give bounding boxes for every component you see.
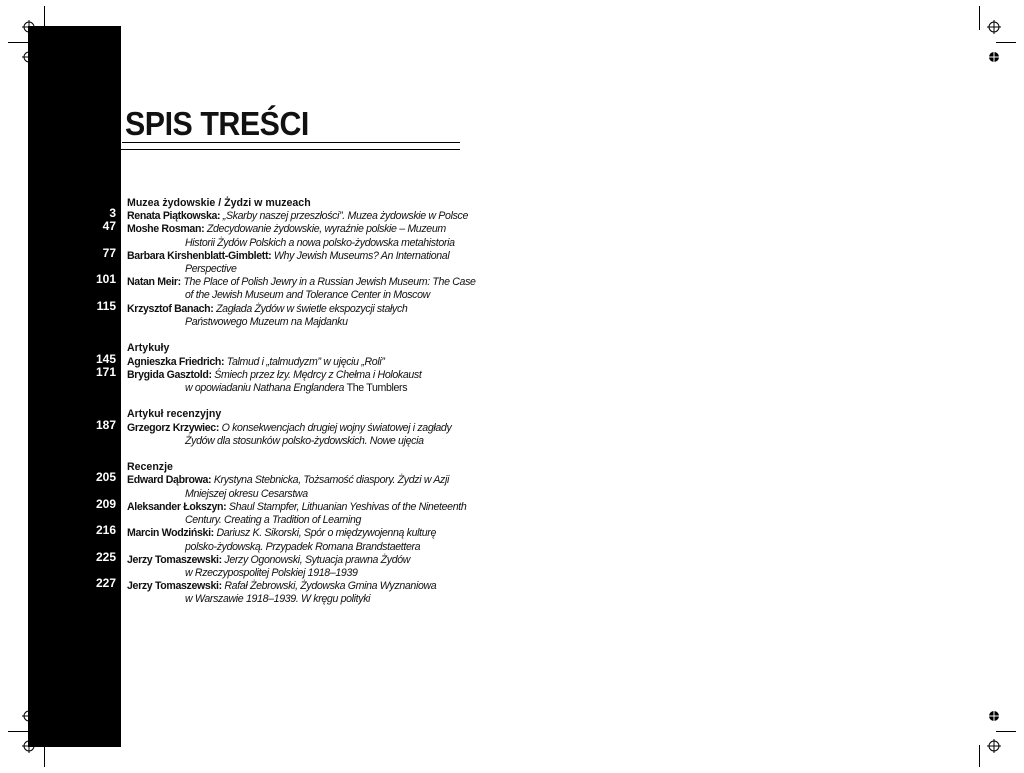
entry-line bbox=[127, 276, 480, 289]
entry-title-continued: w Rzeczypospolitej Polskiej 1918–1939 bbox=[185, 566, 358, 579]
crop-mark bbox=[44, 6, 45, 26]
toc-entry bbox=[0, 549, 480, 580]
page-number: 3 bbox=[109, 206, 116, 221]
entry-continuation bbox=[185, 382, 480, 395]
entry-title-continued: w Warszawie 1918–1939. W kręgu polityki bbox=[185, 593, 371, 606]
toc-section bbox=[0, 342, 480, 395]
entry-title: Jerzy Ogonowski, Sytuacja prawna Żydów bbox=[224, 553, 411, 566]
crop-mark bbox=[8, 42, 28, 43]
crop-mark bbox=[996, 42, 1016, 43]
entry-line bbox=[127, 501, 480, 514]
entry-title-continued: Mniejszej okresu Cesarstwa bbox=[185, 487, 308, 500]
entry-title-continued: Historii Żydów Polskich a nowa polsko-żydowska metahistoria bbox=[185, 236, 455, 249]
registration-mark-icon bbox=[987, 739, 1001, 753]
page-number: 77 bbox=[102, 245, 116, 260]
toc-entry bbox=[0, 298, 480, 329]
entry-line bbox=[127, 250, 480, 263]
entry-title: Shaul Stampfer, Lithuanian Yeshivas of the Nineteenth bbox=[228, 500, 467, 513]
page-number: 227 bbox=[95, 576, 116, 591]
toc-entry bbox=[0, 523, 480, 553]
entry-author: Brygida Gasztold: bbox=[127, 368, 212, 381]
entry-title: O konsekwencjach drugiej wojny światowej i zagłady bbox=[221, 421, 452, 434]
toc-entry bbox=[0, 417, 480, 448]
toc-entry bbox=[0, 470, 480, 500]
entry-author: Barbara Kirshenblatt-Gimblett: bbox=[127, 249, 272, 262]
entry-title-continued: polsko-żydowską. Przypadek Romana Brandstaettera bbox=[185, 540, 421, 553]
entry-continuation bbox=[185, 514, 480, 527]
entry-title: The Place of Polish Jewry in a Russian Jewish Museum: The Case bbox=[183, 276, 476, 289]
crop-mark bbox=[979, 6, 980, 30]
entry-continuation bbox=[185, 541, 480, 554]
toc-section bbox=[0, 197, 480, 329]
entry-author: Jerzy Tomaszewski: bbox=[127, 553, 222, 566]
entry-title-continued: Century. Creating a Tradition of Learning bbox=[185, 514, 362, 527]
page-number: 115 bbox=[96, 298, 116, 313]
entry-title-continued: Żydów dla stosunków polsko-żydowskich. Nowe ujęcia bbox=[185, 434, 424, 447]
entry-title-roman: The Tumblers bbox=[346, 381, 408, 394]
toc-section bbox=[0, 461, 480, 606]
entry-author: Edward Dąbrowa: bbox=[127, 474, 212, 487]
title-rule-upper bbox=[122, 142, 460, 143]
entry-line bbox=[127, 422, 480, 435]
entry-line bbox=[127, 474, 480, 487]
page-number: 101 bbox=[95, 272, 116, 287]
entry-title: Zagłada Żydów w świetle ekspozycji stałych bbox=[216, 302, 408, 315]
entry-continuation bbox=[185, 289, 480, 302]
entry-title: Śmiech przez łzy. Mędrcy z Chełma i Holokaust bbox=[214, 368, 422, 381]
page-number: 187 bbox=[95, 417, 116, 432]
registration-mark-icon bbox=[987, 20, 1001, 34]
registration-dot-icon bbox=[987, 50, 1001, 64]
toc-entry bbox=[0, 272, 480, 302]
page-number: 145 bbox=[95, 351, 116, 366]
entry-continuation bbox=[185, 435, 480, 448]
page-title: SPIS TREŚCI bbox=[125, 105, 309, 142]
page-number: 216 bbox=[95, 523, 116, 538]
entry-continuation bbox=[185, 488, 480, 501]
toc-entry bbox=[0, 206, 480, 223]
entry-author: Moshe Rosman: bbox=[127, 223, 205, 236]
entry-line bbox=[127, 527, 480, 540]
entry-author: Agnieszka Friedrich: bbox=[127, 355, 225, 368]
entry-author: Grzegorz Krzywiec: bbox=[127, 421, 220, 434]
entry-continuation bbox=[185, 316, 480, 329]
page-number: 205 bbox=[95, 470, 116, 485]
entry-title: „Skarby naszej przeszłości”. Muzea żydowskie w Polsce bbox=[222, 210, 469, 223]
entry-title: Krystyna Stebnicka, Tożsamość diaspory. Żydzi w Azji bbox=[213, 474, 449, 487]
toc-entry bbox=[0, 496, 480, 527]
entry-title-continued: Państwowego Muzeum na Majdanku bbox=[185, 315, 348, 328]
entry-line bbox=[127, 356, 480, 369]
crop-mark bbox=[8, 731, 28, 732]
table-of-contents bbox=[0, 197, 480, 620]
entry-author: Jerzy Tomaszewski: bbox=[127, 580, 222, 593]
entry-title: Talmud i „talmudyzm” w ujęciu „Roli” bbox=[226, 355, 385, 368]
entry-line bbox=[127, 303, 480, 316]
crop-mark bbox=[979, 745, 980, 767]
entry-author: Renata Piątkowska: bbox=[127, 210, 221, 223]
entry-line bbox=[127, 554, 480, 567]
page-number: 209 bbox=[95, 496, 116, 511]
entry-title-continued: of the Jewish Museum and Tolerance Center in Moscow bbox=[185, 289, 430, 302]
toc-entry bbox=[0, 219, 480, 249]
crop-mark bbox=[996, 731, 1016, 732]
toc-section bbox=[0, 408, 480, 448]
entry-author: Aleksander Łokszyn: bbox=[127, 500, 227, 513]
toc-entry bbox=[0, 245, 480, 276]
page-number: 225 bbox=[95, 549, 116, 564]
toc-entry bbox=[0, 364, 480, 395]
entry-continuation bbox=[185, 567, 480, 580]
entry-title-continued: Perspective bbox=[185, 263, 237, 275]
section-heading: Muzea żydowskie / Żydzi w muzeach bbox=[127, 197, 311, 209]
entry-author: Krzysztof Banach: bbox=[127, 302, 214, 315]
entry-continuation bbox=[185, 263, 480, 276]
entry-continuation bbox=[185, 593, 480, 606]
registration-dot-icon bbox=[987, 709, 1001, 723]
entry-author: Marcin Wodziński: bbox=[127, 527, 214, 540]
entry-line bbox=[127, 223, 480, 236]
toc-entry bbox=[0, 576, 480, 606]
toc-entry bbox=[0, 351, 480, 369]
entry-title: Dariusz K. Sikorski, Spór o międzywojenną kulturę bbox=[216, 527, 436, 540]
entry-author: Natan Meir: bbox=[127, 276, 181, 289]
entry-line bbox=[127, 210, 480, 223]
entry-title-continued: w opowiadaniu Nathana Englandera bbox=[185, 381, 345, 394]
section-heading: Artykuły bbox=[127, 342, 170, 355]
entry-continuation bbox=[185, 237, 480, 250]
entry-line bbox=[127, 369, 480, 382]
entry-title: Zdecydowanie żydowskie, wyraźnie polskie – Muzeum bbox=[206, 223, 446, 236]
section-heading: Recenzje bbox=[127, 461, 173, 474]
entry-title: Rafał Żebrowski, Żydowska Gmina Wyznaniowa bbox=[224, 580, 437, 593]
entry-line bbox=[127, 580, 480, 593]
entry-title: Why Jewish Museums? An International bbox=[273, 249, 450, 262]
page-number: 171 bbox=[95, 364, 116, 379]
page-number: 47 bbox=[102, 219, 116, 234]
crop-mark bbox=[44, 747, 45, 767]
section-heading: Artykuł recenzyjny bbox=[127, 408, 222, 421]
title-rule-lower bbox=[65, 149, 460, 150]
